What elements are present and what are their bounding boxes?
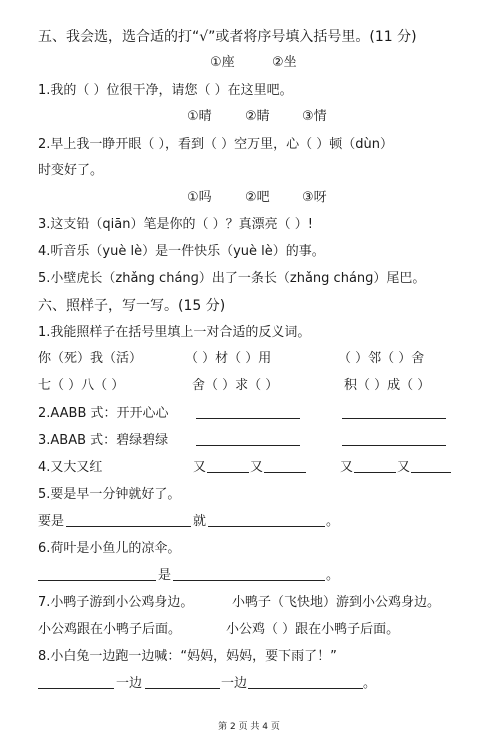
period-2: 。 (326, 568, 340, 583)
question-5-2-line2: 时变好了。 (38, 163, 104, 178)
period-3: 。 (363, 676, 377, 691)
shi-row (0, 565, 498, 587)
option-zuo-seat: ①座 (210, 55, 235, 70)
antonym-row-2 (0, 375, 498, 397)
yibian-label-2: 一边 (221, 676, 248, 691)
period-1: 。 (326, 514, 340, 529)
yaoshi-jiu-row (0, 511, 498, 533)
question-5-5: 5.小壁虎长（zhǎng chánɡ）出了一条长（zhǎng chánɡ）尾巴。 (38, 271, 426, 286)
question-5-4: 4.听音乐（yuè lè）是一件快乐（yuè lè）的事。 (38, 244, 325, 259)
yaoshi-blank[interactable] (66, 511, 191, 527)
abab-blank-2[interactable] (342, 430, 446, 446)
jiu-label: 就 (193, 514, 207, 529)
shi-blank-2[interactable] (173, 565, 325, 581)
yaoshi-label: 要是 (38, 514, 65, 529)
aabb-blank-2[interactable] (342, 403, 446, 419)
you-blank-2b[interactable] (411, 457, 451, 473)
aabb-example: 2.AABB 式：开开心心 (38, 406, 169, 421)
abab-blank-1[interactable] (196, 430, 300, 446)
options-row-2 (0, 106, 498, 128)
question-6-4 (0, 457, 498, 479)
option-ya: ③呀 (302, 190, 327, 205)
q7-task-plain: 小公鸡跟在小鸭子后面。 (38, 622, 182, 637)
shi-label: 是 (158, 568, 172, 583)
section6-heading: 六、照样子，写一写。(15 分) (38, 298, 226, 314)
options-row-1 (0, 52, 498, 74)
question-5-2-line1: 2.早上我一睁开眼（ ），看到（ ）空万里，心（ ）顿（dùn） (38, 137, 394, 152)
you-blank-1a[interactable] (207, 457, 249, 473)
antonym-example: 你（死）我（活） (38, 351, 143, 366)
you-da-you-hong-example: 4.又大又红 (38, 460, 103, 475)
antonym-lin-she: （ ）邻（ ）舍 (338, 351, 425, 366)
yibian-blank-3[interactable] (248, 673, 363, 689)
aabb-blank-1[interactable] (196, 403, 300, 419)
q7-example-plain: 7.小鸭子游到小公鸡身边。 (38, 595, 194, 610)
question-5-1: 1.我的（ ）位很干净，请您（ ）在这里吧。 (38, 83, 293, 98)
you-label-2b: 又 (397, 460, 411, 475)
question-6-6: 6.荷叶是小鱼儿的凉伞。 (38, 541, 181, 556)
you-label-1a: 又 (193, 460, 207, 475)
option-ba: ②吧 (245, 190, 270, 205)
question-6-5: 5.要是早一分钟就好了。 (38, 487, 181, 502)
option-zuo-sit: ②坐 (272, 55, 297, 70)
option-qing-sunny: ①晴 (187, 109, 212, 124)
abab-example: 3.ABAB 式：碧绿碧绿 (38, 433, 169, 448)
option-ma: ①吗 (187, 190, 212, 205)
question-5-3: 3.这支铅（qiān）笔是你的（ ）？真漂亮（ ）! (38, 217, 313, 232)
shi-blank-1[interactable] (38, 565, 156, 581)
jiu-blank[interactable] (208, 511, 325, 527)
you-blank-2a[interactable] (354, 457, 396, 473)
antonym-she-qiu: 舍（ ）求（ ） (192, 378, 279, 393)
antonym-ji-cheng: 积（ ）成（ ） (344, 378, 431, 393)
option-jing-eye: ②睛 (245, 109, 270, 124)
yibian-label-1: 一边 (116, 676, 143, 691)
section5-heading: 五、我会选，选合适的打“√”或者将序号填入括号里。(11 分) (38, 29, 417, 45)
question-6-1: 1.我能照样子在括号里填上一对合适的反义词。 (38, 325, 311, 340)
antonym-row-1 (0, 348, 498, 370)
question-6-7-row2 (0, 619, 498, 641)
question-6-8: 8.小白兔一边跑一边喊：“妈妈，妈妈，要下雨了！” (38, 649, 337, 664)
antonym-qi-ba: 七（ ）八（ ） (38, 378, 125, 393)
q7-example-expanded: 小鸭子（飞快地）游到小公鸡身边。 (232, 595, 441, 610)
question-6-3 (0, 430, 498, 452)
yibian-blank-1[interactable] (38, 673, 114, 689)
q7-task-expanded: 小公鸡（ ）跟在小鸭子后面。 (226, 622, 400, 637)
question-6-7-row1 (0, 592, 498, 614)
options-row-3 (0, 187, 498, 209)
you-blank-1b[interactable] (264, 457, 306, 473)
page-footer: 第 2 页 共 4 页 (218, 722, 280, 732)
question-6-2 (0, 403, 498, 425)
option-qing-feeling: ③情 (302, 109, 327, 124)
you-label-2a: 又 (340, 460, 354, 475)
antonym-cai-yong: （ ）材（ ）用 (185, 351, 272, 366)
yibian-row (0, 673, 498, 695)
you-label-1b: 又 (250, 460, 264, 475)
yibian-blank-2[interactable] (145, 673, 220, 689)
